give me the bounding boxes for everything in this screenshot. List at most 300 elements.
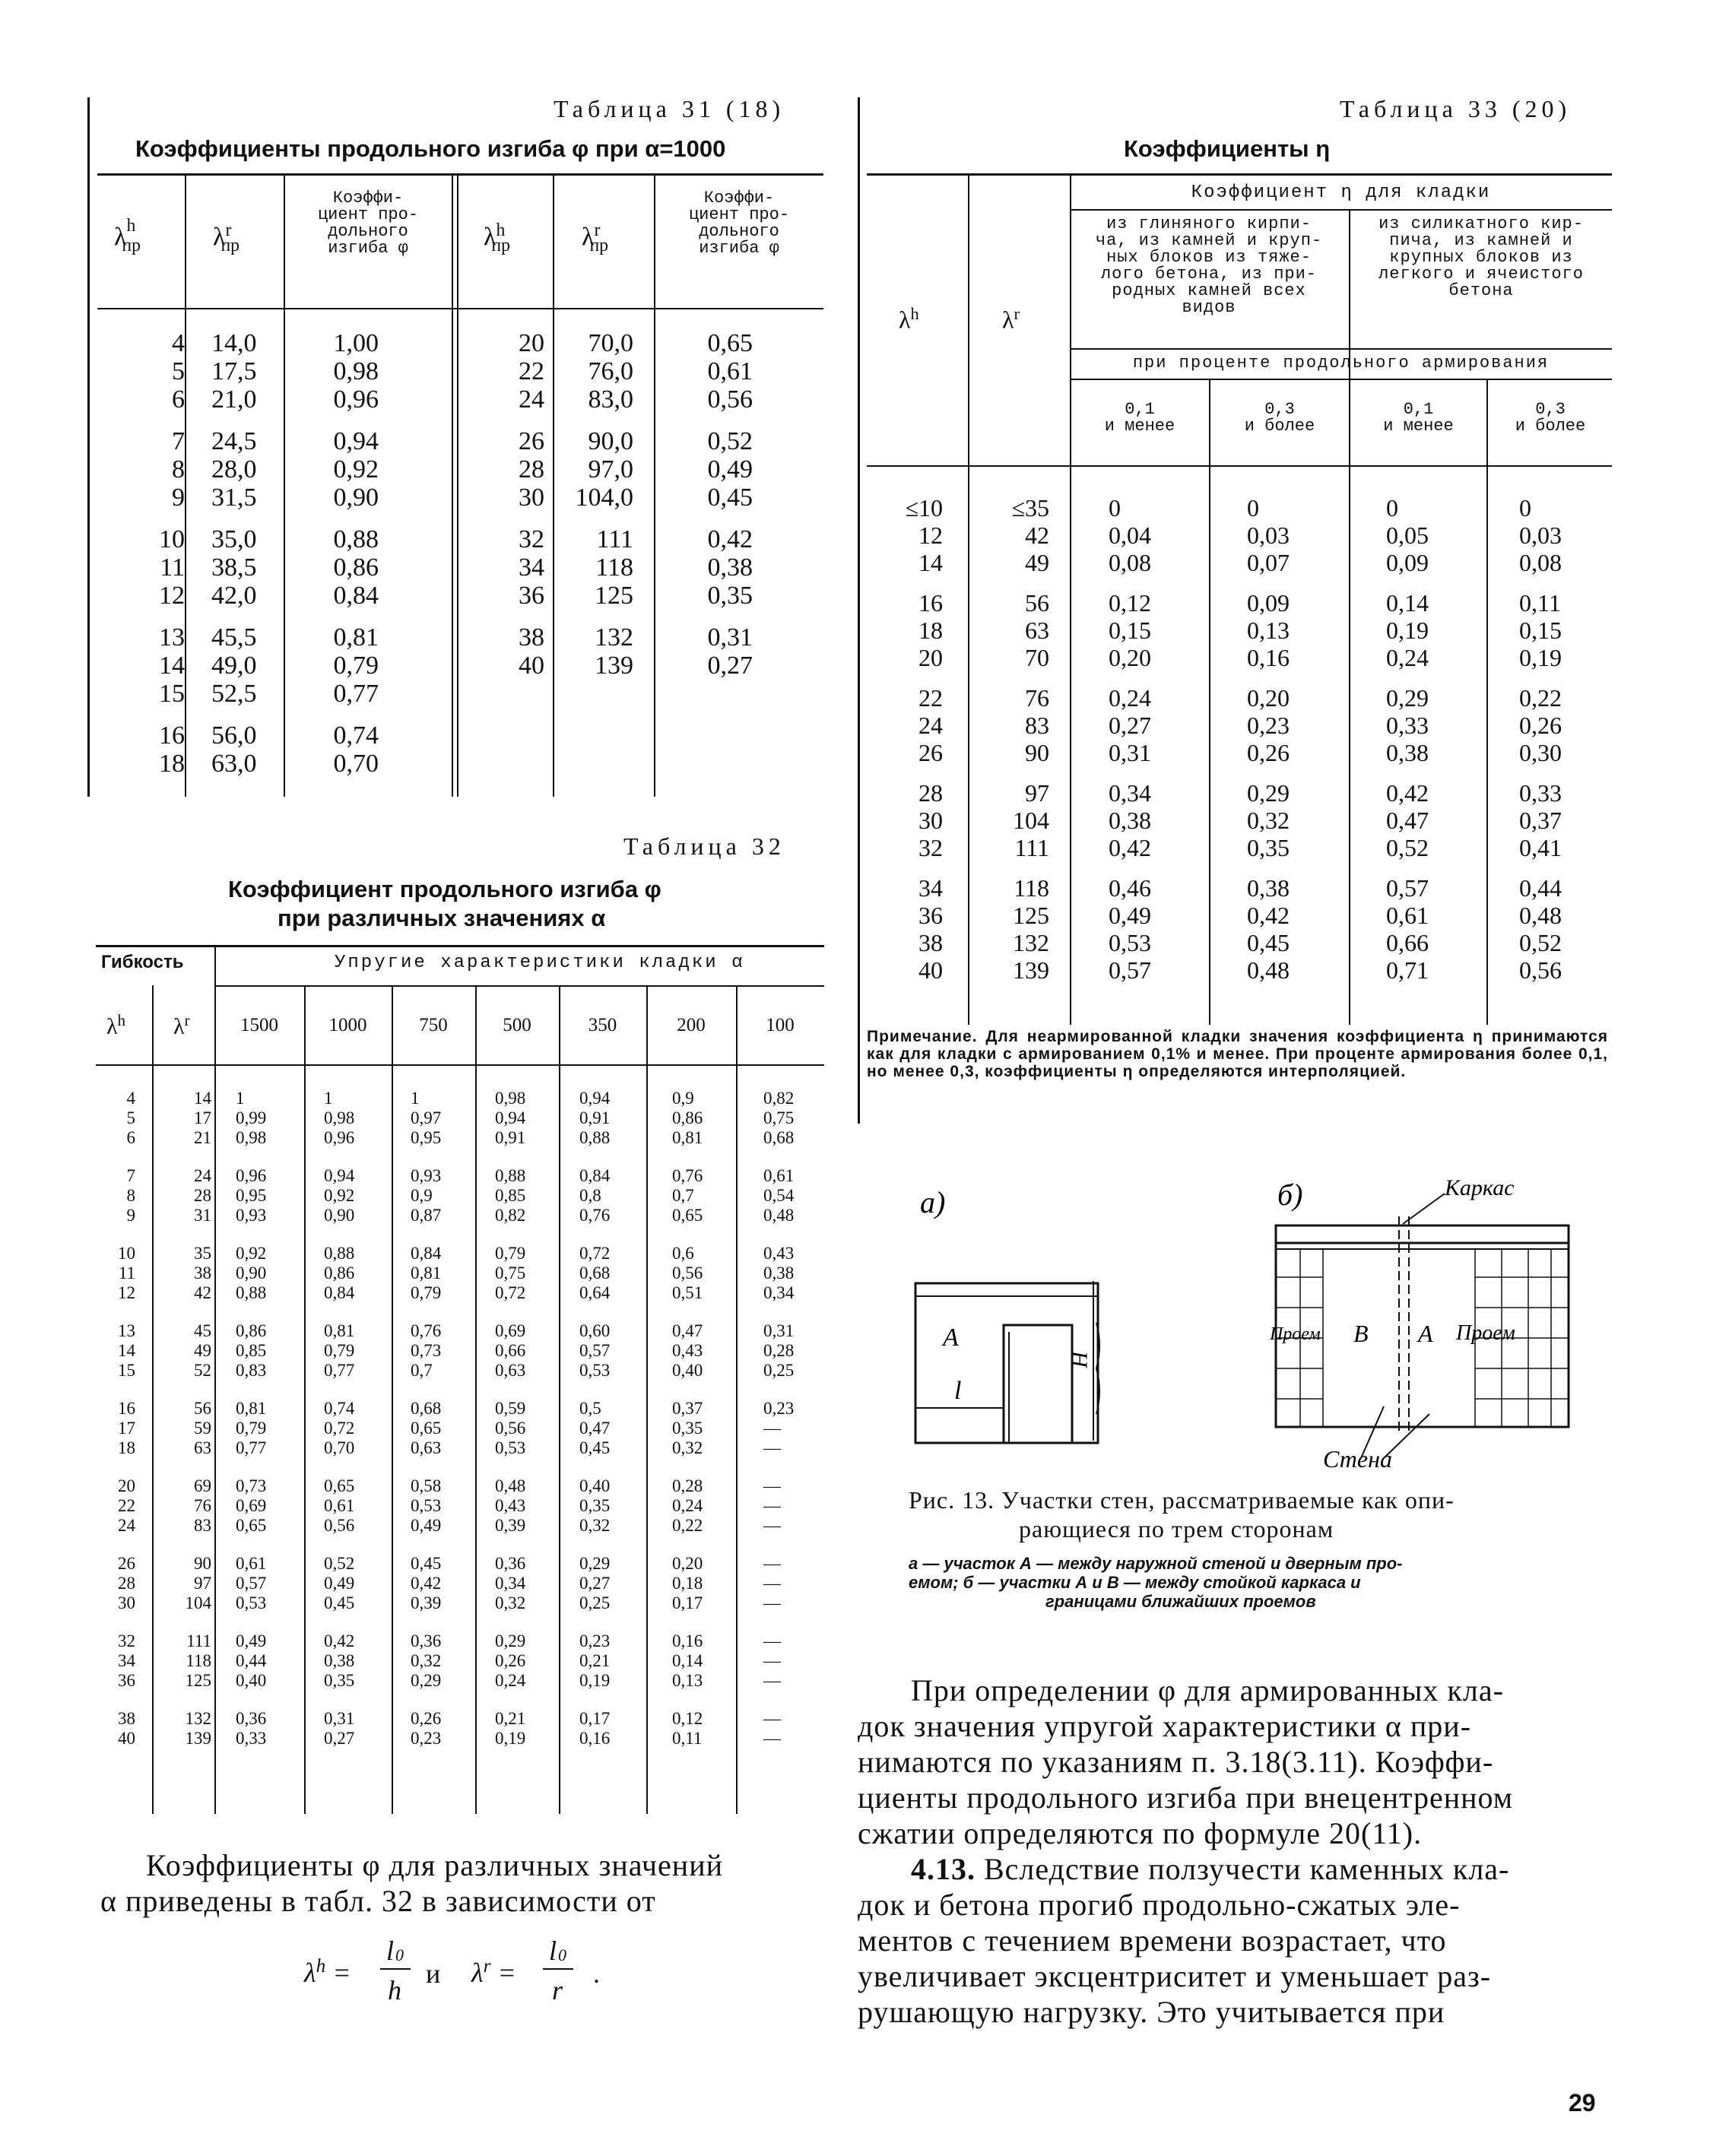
t32-cell: 38 xyxy=(118,1709,135,1728)
t33-cell: 0,57 xyxy=(1386,874,1429,902)
t32-cell: 0,91 xyxy=(495,1128,526,1147)
t33-cell: 0,12 xyxy=(1109,589,1151,617)
t32-cell: 0,68 xyxy=(579,1263,611,1283)
t33-cell: 0,20 xyxy=(1109,644,1151,671)
t33-cell: 0,57 xyxy=(1109,956,1151,984)
t32-cell: 0,43 xyxy=(495,1496,526,1515)
t31-cell: 0,94 xyxy=(333,427,379,455)
t33-cell: 0,45 xyxy=(1247,929,1290,956)
t33-cell: 0,14 xyxy=(1386,589,1429,617)
t33-cell: 0,15 xyxy=(1109,617,1151,644)
t32-cell: — xyxy=(763,1593,781,1612)
t32-cell: 90 xyxy=(194,1554,211,1573)
t31-cell: 28 xyxy=(519,455,544,484)
t32-cell: 1 xyxy=(236,1089,245,1108)
t32-cell: 0,53 xyxy=(236,1593,267,1612)
t32-cell: — xyxy=(763,1554,781,1573)
t32-cell: — xyxy=(763,1651,781,1670)
t32-top-rule xyxy=(96,945,824,947)
t33-cell: 0,29 xyxy=(1247,779,1290,807)
label-proem-left: Проем xyxy=(1270,1324,1321,1344)
t33-col-rule xyxy=(968,175,969,1025)
t33-cell: 0,34 xyxy=(1109,779,1151,807)
left-text-line1: Коэффициенты φ для различных значений xyxy=(146,1848,724,1882)
t32-cell: 0,8 xyxy=(579,1186,601,1205)
t31-header-lambda-h2: $\lambda^h_{пр}$ xyxy=(484,220,511,256)
t33-cell: 0,24 xyxy=(1386,644,1429,671)
t33-cell: 0,33 xyxy=(1386,712,1429,739)
fig-caption-line2: рающиеся по трем сторонам xyxy=(1019,1515,1334,1542)
t31-cell: 42,0 xyxy=(211,582,257,610)
t32-cell: 0,7 xyxy=(672,1186,694,1205)
t32-cell: 0,95 xyxy=(236,1186,267,1205)
t33-percent-header: при проценте продольного армирования xyxy=(1132,354,1550,373)
t31-cell: 10 xyxy=(159,525,185,553)
t32-col-rule xyxy=(736,987,738,1814)
t32-cell: 0,44 xyxy=(236,1651,267,1670)
t33-cell: 0,27 xyxy=(1109,712,1151,739)
t32-cell: 0,88 xyxy=(324,1244,355,1263)
t31-cell: 132 xyxy=(595,623,633,652)
t32-cell: 0,93 xyxy=(411,1166,442,1185)
t32-cell: 0,75 xyxy=(763,1108,795,1127)
t31-cell: 22 xyxy=(519,357,544,385)
t33-cell: 125 xyxy=(1013,902,1049,929)
t33-sub-header: 0,3 и более xyxy=(1515,400,1586,436)
t32-cell: 0,35 xyxy=(672,1419,703,1438)
t32-cell: 1 xyxy=(411,1089,420,1108)
t33-cell: 0,66 xyxy=(1386,929,1429,956)
t31-cell: 0,92 xyxy=(333,455,379,484)
t31-cell: 38 xyxy=(519,623,544,652)
t32-cell: 34 xyxy=(118,1651,135,1670)
t32-col-rule xyxy=(392,987,393,1814)
right-text-line: док и бетона прогиб продольно-сжатых эле- xyxy=(858,1888,1461,1922)
t33-silicate-header: из силикатного кир- пича, из камней и крупных блоков из легкого и ячеистого бетона xyxy=(1378,214,1584,300)
t32-cell: 0,36 xyxy=(236,1709,267,1728)
t33-cell: ≤10 xyxy=(905,494,943,522)
t31-cell: 118 xyxy=(595,553,633,582)
t33-cell: 0,47 xyxy=(1386,807,1429,834)
t32-cell: 0,99 xyxy=(236,1108,267,1127)
t33-cell: 0,07 xyxy=(1247,549,1290,576)
t32-cell: 0,65 xyxy=(236,1516,267,1535)
t32-cell: 26 xyxy=(118,1554,135,1573)
t32-cell: 0,73 xyxy=(411,1341,442,1360)
t32-cell: 0,33 xyxy=(236,1729,267,1748)
t32-cell: 0,36 xyxy=(411,1631,442,1650)
t32-cell: 0,9 xyxy=(411,1186,433,1205)
t33-cell: 0,11 xyxy=(1519,589,1561,617)
t33-cell: 16 xyxy=(918,589,943,617)
t32-cell: 0,94 xyxy=(495,1108,526,1127)
t32-cell: 0,37 xyxy=(672,1399,703,1418)
t32-cell: 17 xyxy=(118,1419,135,1438)
t32-cell: 0,16 xyxy=(672,1631,703,1650)
t33-cell: 0,38 xyxy=(1247,874,1290,902)
t33-cell: 0,52 xyxy=(1519,929,1562,956)
table33-caption: Таблица 33 (20) xyxy=(1340,95,1572,122)
t33-rule xyxy=(1070,348,1612,350)
t32-cell: 56 xyxy=(194,1399,211,1418)
t31-header-lambda-r2: $\lambda^r_{пр}$ xyxy=(582,220,609,256)
t32-cell: 0,19 xyxy=(579,1671,611,1690)
t32-cell: 0,26 xyxy=(495,1651,526,1670)
t32-cell: 0,56 xyxy=(672,1263,703,1283)
t31-cell: 0,81 xyxy=(333,623,379,652)
t31-cell: 0,98 xyxy=(333,357,379,385)
t33-cell: 0 xyxy=(1109,494,1121,522)
t31-cell: 16 xyxy=(159,721,185,750)
t32-cell: 0,76 xyxy=(579,1206,611,1225)
t33-cell: 76 xyxy=(1025,684,1049,712)
t32-cell: 0,53 xyxy=(495,1438,526,1457)
t31-cell: 34 xyxy=(519,553,544,582)
t32-cell: 0,96 xyxy=(324,1128,355,1147)
t32-cell: 28 xyxy=(194,1186,211,1205)
t31-header-coef2: Коэффи- циент про- дольного изгиба φ xyxy=(688,189,790,258)
t32-cell: 0,73 xyxy=(236,1476,267,1495)
t32-lambda-r: $\lambda^r$ xyxy=(173,1011,190,1039)
t32-cell: 0,64 xyxy=(579,1283,611,1302)
t33-cell: 0,46 xyxy=(1109,874,1151,902)
t33-top-rule xyxy=(867,173,1612,176)
t32-cell: 0,28 xyxy=(672,1476,703,1495)
t32-cell: 0,98 xyxy=(495,1089,526,1108)
t33-cell: 20 xyxy=(918,644,943,671)
table31-header-rule xyxy=(97,308,823,309)
t32-cell: 0,85 xyxy=(495,1186,526,1205)
t31-cell: 9 xyxy=(172,484,185,512)
t32-cell: 0,47 xyxy=(672,1321,703,1340)
t32-cell: 21 xyxy=(194,1128,211,1147)
t32-cell: 0,79 xyxy=(411,1283,442,1302)
t32-cell: 0,45 xyxy=(579,1438,611,1457)
t33-cell: 0,44 xyxy=(1519,874,1562,902)
t32-cell: 0,84 xyxy=(411,1244,442,1263)
t32-cell: 0,52 xyxy=(324,1554,355,1573)
t33-cell: 0,38 xyxy=(1386,739,1429,766)
t31-cell: 0,27 xyxy=(707,652,753,680)
t32-cell: 0,27 xyxy=(579,1574,611,1593)
label-proem-right: Проем xyxy=(1456,1321,1515,1345)
t32-cell: 0,83 xyxy=(236,1361,267,1380)
t32-cell: 0,34 xyxy=(763,1283,795,1302)
t32-cell: 0,88 xyxy=(579,1128,611,1147)
t33-cell: 90 xyxy=(1025,739,1049,766)
t32-cell: 0,86 xyxy=(672,1108,703,1127)
t32-cell: 49 xyxy=(194,1341,211,1360)
t32-cell: 28 xyxy=(118,1574,135,1593)
t31-cell: 0,74 xyxy=(333,721,379,750)
t32-cell: 0,17 xyxy=(672,1593,703,1612)
t31-cell: 0,79 xyxy=(333,652,379,680)
t32-cell: 111 xyxy=(186,1631,211,1650)
t33-cell: 0,19 xyxy=(1519,644,1562,671)
t32-cell: 0,20 xyxy=(672,1554,703,1573)
t32-cell: 30 xyxy=(118,1593,135,1612)
t33-cell: 0,13 xyxy=(1247,617,1290,644)
t32-cell: 0,68 xyxy=(763,1128,795,1147)
t32-cell: 0,23 xyxy=(763,1399,795,1418)
t32-cell: 0,42 xyxy=(411,1574,442,1593)
t31-cell: 11 xyxy=(160,553,185,582)
t31-header-lambda-h: $\lambda^h_{пр}$ xyxy=(114,216,141,256)
t32-cell: 0,53 xyxy=(579,1361,611,1380)
t33-cell: 0,31 xyxy=(1109,739,1151,766)
t32-cell: 0,65 xyxy=(411,1419,442,1438)
t32-cell: — xyxy=(763,1419,781,1438)
t33-cell: 0,53 xyxy=(1109,929,1151,956)
t32-cell: 0,12 xyxy=(672,1709,703,1728)
t32-cell: — xyxy=(763,1476,781,1495)
t32-cell: 0,36 xyxy=(495,1554,526,1573)
label-l: l xyxy=(954,1377,962,1405)
t31-cell: 49,0 xyxy=(211,652,257,680)
t31-cell: 0,70 xyxy=(333,750,379,778)
t33-cell: 0,71 xyxy=(1386,956,1429,984)
right-text-line: увеличивает эксцентриситет и уменьшает раз- xyxy=(858,1959,1492,1993)
t31-cell: 14 xyxy=(159,652,185,680)
t32-cell: 38 xyxy=(194,1263,211,1283)
t32-cell: 0,95 xyxy=(411,1128,442,1147)
t32-cell: 0,24 xyxy=(672,1496,703,1515)
t32-cell: 0,68 xyxy=(411,1399,442,1418)
t31-cell: 15 xyxy=(159,680,185,708)
t31-cell: 125 xyxy=(595,582,633,610)
t32-cell: 0,65 xyxy=(672,1206,703,1225)
t33-cell: 0,61 xyxy=(1386,902,1429,929)
t32-cell: 0,11 xyxy=(672,1729,703,1748)
t33-clay-header: из глиняного кирпи- ча, из камней и круп- ных блоков из тяже- лого бетона, из при- родных камней всех видов xyxy=(1095,214,1323,317)
t32-cell: 139 xyxy=(185,1729,211,1748)
t32-cell: 0,40 xyxy=(579,1476,611,1495)
t31-cell: 111 xyxy=(596,525,633,553)
t32-col-rule xyxy=(304,987,306,1814)
t31-cell: 0,96 xyxy=(333,385,379,414)
t31-cell: 0,52 xyxy=(707,427,753,455)
t31-cell: 8 xyxy=(172,455,185,484)
t32-cell: 24 xyxy=(194,1166,211,1185)
t33-cell: 38 xyxy=(918,929,943,956)
t32-alpha-header: 1000 xyxy=(328,1015,367,1035)
t32-cell: 104 xyxy=(185,1593,211,1612)
t32-cell: 0,63 xyxy=(495,1361,526,1380)
t31-cell: 0,90 xyxy=(333,484,379,512)
t32-cell: 16 xyxy=(118,1399,135,1418)
t31-cell: 0,77 xyxy=(333,680,379,708)
right-text-line: При определении φ для армированных кла- xyxy=(911,1673,1504,1707)
t32-cell: 0,94 xyxy=(324,1166,355,1185)
t32-cell: 0,57 xyxy=(579,1341,611,1360)
t32-cell: 0,38 xyxy=(324,1651,355,1670)
t33-cell: 111 xyxy=(1014,834,1049,861)
t33-cell: 97 xyxy=(1025,779,1049,807)
t31-cell: 5 xyxy=(172,357,185,385)
label-A2: А xyxy=(1418,1320,1433,1347)
label-H: H xyxy=(1067,1351,1092,1368)
label-karkas: Каркас xyxy=(1445,1175,1515,1200)
t32-cell: 0,21 xyxy=(495,1709,526,1728)
t33-cell: 0,23 xyxy=(1247,712,1290,739)
t31-cell: 45,5 xyxy=(211,623,257,652)
t31-cell: 0,61 xyxy=(707,357,753,385)
t32-cell: 0,84 xyxy=(579,1166,611,1185)
t31-cell: 31,5 xyxy=(211,484,257,512)
t32-cell: 0,76 xyxy=(411,1321,442,1340)
t32-header-rule xyxy=(96,1064,824,1066)
t32-cell: 13 xyxy=(118,1321,135,1340)
t33-cell: 0,35 xyxy=(1247,834,1290,861)
t33-cell: 0,33 xyxy=(1519,779,1562,807)
t33-cell: 22 xyxy=(918,684,943,712)
t32-cell: 0,72 xyxy=(579,1244,611,1263)
t32-cell: — xyxy=(763,1671,781,1690)
t31-cell: 0,31 xyxy=(707,623,753,652)
t33-cell: 12 xyxy=(918,522,943,549)
t33-sub-header: 0,3 и более xyxy=(1244,400,1315,436)
t32-alpha-header: 750 xyxy=(419,1015,448,1035)
t33-cell: 0,48 xyxy=(1247,956,1290,984)
t32-cell: 125 xyxy=(185,1671,211,1690)
fig-legend-line1: а — участок А — между наружной стеной и дверным про- xyxy=(909,1554,1403,1573)
t33-cell: 0,09 xyxy=(1247,589,1290,617)
t31-cell: 83,0 xyxy=(588,385,633,414)
fig-legend-line3: границами ближайших проемов xyxy=(1045,1592,1316,1611)
t32-cell: 0,26 xyxy=(411,1709,442,1728)
t31-header-lambda-r: $\lambda^r_{пр}$ xyxy=(213,220,240,256)
t32-cell: 0,43 xyxy=(672,1341,703,1360)
t31-cell: 0,56 xyxy=(707,385,753,414)
t32-col-rule xyxy=(214,947,216,1814)
t32-cell: 0,94 xyxy=(579,1089,611,1108)
t33-cell: 32 xyxy=(918,834,943,861)
t32-cell: 15 xyxy=(118,1361,135,1380)
t32-cell: 0,91 xyxy=(579,1108,611,1127)
t33-cell: 0,56 xyxy=(1519,956,1562,984)
right-text-line: док значения упругой характеристики α при- xyxy=(858,1709,1472,1743)
t33-cell: 139 xyxy=(1013,956,1049,984)
t32-cell: 0,65 xyxy=(324,1476,355,1495)
label-B: В xyxy=(1353,1320,1369,1347)
t32-cell: 8 xyxy=(126,1186,135,1205)
t33-cell: 0,52 xyxy=(1386,834,1429,861)
table31-caption: Таблица 31 (18) xyxy=(554,95,785,122)
fig-caption-line1: Рис. 13. Участки стен, рассматриваемые как опи- xyxy=(909,1486,1455,1514)
t32-cell: 0,29 xyxy=(579,1554,611,1573)
t33-rule xyxy=(1070,209,1612,211)
t33-cell: 0,16 xyxy=(1247,644,1290,671)
t32-cell: — xyxy=(763,1709,781,1728)
t32-cell: 0,29 xyxy=(411,1671,442,1690)
t31-cell: 18 xyxy=(159,750,185,778)
t32-cell: 0,84 xyxy=(324,1283,355,1302)
t32-cell: 0,82 xyxy=(763,1089,795,1108)
t32-cell: 4 xyxy=(126,1089,135,1108)
t32-cell: 0,72 xyxy=(324,1419,355,1438)
t33-cell: 0,26 xyxy=(1247,739,1290,766)
t32-cell: — xyxy=(763,1729,781,1748)
table32-title-line1: Коэффициент продольного изгиба φ xyxy=(228,876,661,902)
t32-cell: 76 xyxy=(194,1496,211,1515)
t32-cell: 0,56 xyxy=(324,1516,355,1535)
t32-cell: 0,54 xyxy=(763,1186,795,1205)
t32-cell: 14 xyxy=(118,1341,135,1360)
t32-cell: 0,63 xyxy=(411,1438,442,1457)
t32-cell: 0,25 xyxy=(763,1361,795,1380)
t33-cell: 0 xyxy=(1519,494,1531,522)
t32-cell: 0,87 xyxy=(411,1206,442,1225)
t32-cell: 0,39 xyxy=(411,1593,442,1612)
t32-col-rule xyxy=(152,985,154,1814)
t32-cell: 0,75 xyxy=(495,1263,526,1283)
t32-cell: 0,22 xyxy=(672,1516,703,1535)
label-a: а) xyxy=(920,1185,946,1219)
t32-cell: 0,42 xyxy=(324,1631,355,1650)
t32-cell: 0,57 xyxy=(236,1574,267,1593)
t33-cell: 0,08 xyxy=(1519,549,1562,576)
t32-cell: 0,49 xyxy=(324,1574,355,1593)
t32-cell: 0,28 xyxy=(763,1341,795,1360)
t33-col-rule xyxy=(1209,380,1210,1025)
right-text-line: рушающую нагрузку. Это учитывается при xyxy=(858,1995,1445,2029)
t32-cell: 35 xyxy=(194,1244,211,1263)
t33-coef-header: Коэффициент η для кладки xyxy=(1191,182,1491,203)
t32-cell: 0,18 xyxy=(672,1574,703,1593)
t33-cell: 132 xyxy=(1013,929,1049,956)
t31-cell: 24 xyxy=(519,385,544,414)
t31-cell: 0,86 xyxy=(333,553,379,582)
t32-cell: 0,40 xyxy=(672,1361,703,1380)
t32-cell: 118 xyxy=(186,1651,211,1670)
t33-cell: 0,03 xyxy=(1519,522,1562,549)
t33-cell: 0,09 xyxy=(1386,549,1429,576)
t31-cell: 21,0 xyxy=(211,385,257,414)
t31-cell: 90,0 xyxy=(588,427,633,455)
t33-cell: 49 xyxy=(1025,549,1049,576)
t32-cell: 0,16 xyxy=(579,1729,611,1748)
t31-cell: 20 xyxy=(519,329,544,357)
t33-cell: 0,29 xyxy=(1386,684,1429,712)
t32-cell: 7 xyxy=(126,1166,135,1185)
t32-cell: 0,76 xyxy=(672,1166,703,1185)
table31-left-border xyxy=(87,97,90,797)
wall-diagram xyxy=(897,1171,1582,1475)
t32-cell: 0,38 xyxy=(763,1263,795,1283)
t31-cell: 35,0 xyxy=(211,525,257,553)
t32-cell: 0,81 xyxy=(411,1263,442,1283)
right-text-line: 4.13. Вследствие ползучести каменных кла- xyxy=(911,1852,1510,1886)
t31-cell: 7 xyxy=(172,427,185,455)
t32-cell: 0,56 xyxy=(495,1419,526,1438)
t33-cell: 0,20 xyxy=(1247,684,1290,712)
t33-cell: 0,30 xyxy=(1519,739,1562,766)
t31-cell: 56,0 xyxy=(211,721,257,750)
t32-cell: 83 xyxy=(194,1516,211,1535)
t32-cell: 0,27 xyxy=(324,1729,355,1748)
t33-note: Примечание. Для неармированной кладки значения коэффициента η принимаются как для кладки с армированием 0,1% и менее. При проценте армирования более 0,1, но менее 0,3, коэффициенты η определяются интерполяцией. xyxy=(867,1028,1608,1080)
t31-cell: 17,5 xyxy=(211,357,257,385)
t32-cell: 0,86 xyxy=(236,1321,267,1340)
t32-cell: 0,51 xyxy=(672,1283,703,1302)
t33-cell: 0,08 xyxy=(1109,549,1151,576)
t32-alpha-header: 500 xyxy=(503,1015,531,1035)
t32-alpha-header: 1500 xyxy=(240,1015,278,1035)
t32-cell: 0,85 xyxy=(236,1341,267,1360)
t32-cell: 0,88 xyxy=(495,1166,526,1185)
t31-cell: 40 xyxy=(519,652,544,680)
right-text-line: ментов с течением времени возрастает, что xyxy=(858,1923,1447,1958)
